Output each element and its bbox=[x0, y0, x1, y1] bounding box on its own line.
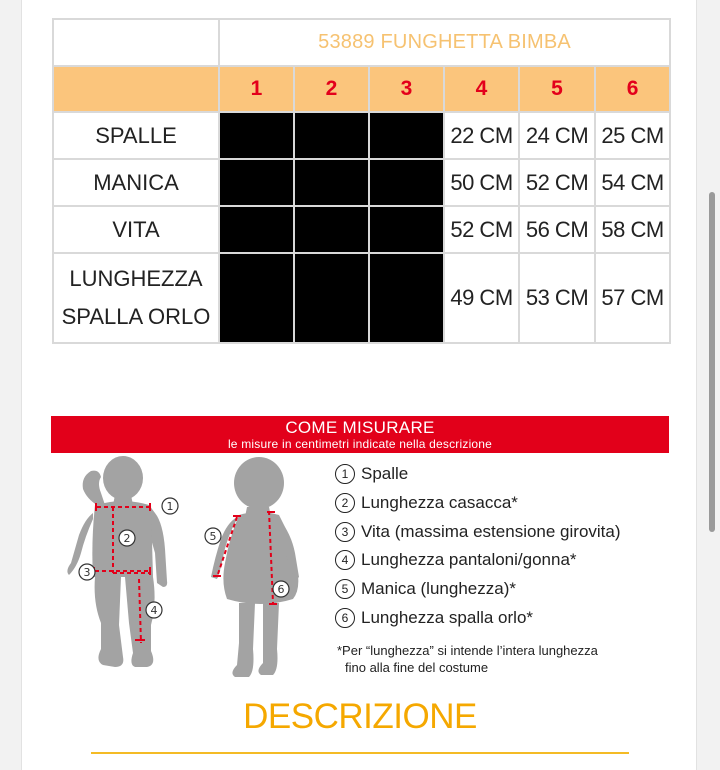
legend-number: 4 bbox=[335, 550, 355, 570]
table-row-lunghezza bbox=[53, 253, 670, 343]
size-value: 58 CM bbox=[595, 206, 670, 253]
figure-marker-3: 3 bbox=[83, 566, 91, 579]
legend-item bbox=[335, 517, 675, 546]
length-footnote bbox=[337, 642, 667, 676]
size-value: 52 CM bbox=[519, 159, 595, 206]
footnote-line2: fino alla fine del costume bbox=[345, 660, 489, 675]
size-value: 54 CM bbox=[595, 159, 670, 206]
legend-label: Manica (lunghezza)* bbox=[361, 579, 516, 599]
unavailable-cell bbox=[219, 206, 294, 253]
legend-label: Spalle bbox=[361, 464, 409, 484]
row-label: MANICA bbox=[53, 159, 219, 206]
legend-label: Vita (massima estensione girovita) bbox=[361, 521, 621, 541]
size-value: 25 CM bbox=[595, 112, 670, 159]
figure-marker-6: 6 bbox=[277, 583, 285, 596]
size-header-5: 5 bbox=[519, 66, 595, 112]
legend-number: 5 bbox=[335, 579, 355, 599]
figure-marker-4: 4 bbox=[150, 604, 158, 617]
unavailable-cell bbox=[219, 112, 294, 159]
size-value: 56 CM bbox=[519, 206, 595, 253]
size-value: 53 CM bbox=[519, 253, 595, 343]
size-value: 50 CM bbox=[444, 159, 519, 206]
description-heading: DESCRIZIONE bbox=[243, 697, 477, 736]
row-label-line1: LUNGHEZZA bbox=[69, 266, 203, 291]
legend-label: Lunghezza casacca* bbox=[361, 493, 518, 513]
unavailable-cell bbox=[219, 253, 294, 343]
unavailable-cell bbox=[294, 159, 369, 206]
legend-label: Lunghezza pantaloni/gonna* bbox=[361, 550, 577, 570]
boy-silhouette bbox=[67, 456, 167, 667]
size-header-row bbox=[53, 66, 670, 112]
figure-marker-2: 2 bbox=[123, 532, 131, 545]
size-header-4: 4 bbox=[444, 66, 519, 112]
unavailable-cell bbox=[369, 112, 444, 159]
measure-legend bbox=[335, 460, 675, 632]
size-value: 22 CM bbox=[444, 112, 519, 159]
figure-marker-5: 5 bbox=[209, 530, 217, 543]
row-label: VITA bbox=[53, 206, 219, 253]
measurement-figures bbox=[51, 453, 341, 698]
size-value: 49 CM bbox=[444, 253, 519, 343]
row-label-line2: SPALLA ORLO bbox=[61, 304, 211, 329]
description-divider bbox=[91, 752, 629, 754]
legend-number: 2 bbox=[335, 493, 355, 513]
figure-marker-1: 1 bbox=[166, 500, 174, 513]
table-row-manica bbox=[53, 159, 670, 206]
legend-item bbox=[335, 489, 675, 518]
unavailable-cell bbox=[369, 159, 444, 206]
size-value: 57 CM bbox=[595, 253, 670, 343]
how-to-measure-subheading: le misure in centimetri indicate nella descrizione bbox=[227, 437, 493, 451]
page-edge-left bbox=[0, 0, 22, 770]
row-label bbox=[53, 253, 219, 343]
how-to-measure-banner bbox=[51, 416, 669, 453]
legend-number: 1 bbox=[335, 464, 355, 484]
unavailable-cell bbox=[369, 253, 444, 343]
legend-number: 3 bbox=[335, 522, 355, 542]
how-to-measure-heading: COME MISURARE bbox=[285, 418, 435, 437]
unavailable-cell bbox=[219, 159, 294, 206]
size-header-6: 6 bbox=[595, 66, 670, 112]
legend-item bbox=[335, 460, 675, 489]
size-header-3: 3 bbox=[369, 66, 444, 112]
product-title: 53889 FUNGHETTA BIMBA bbox=[219, 19, 670, 66]
footnote-line1: *Per “lunghezza” si intende l’intera lunghezza bbox=[337, 643, 598, 658]
unavailable-cell bbox=[369, 206, 444, 253]
table-row-spalle bbox=[53, 112, 670, 159]
legend-item bbox=[335, 546, 675, 575]
table-corner-cell bbox=[53, 19, 219, 66]
legend-item bbox=[335, 603, 675, 632]
legend-item bbox=[335, 575, 675, 604]
table-row-vita bbox=[53, 206, 670, 253]
unavailable-cell bbox=[294, 112, 369, 159]
size-header-2: 2 bbox=[294, 66, 369, 112]
row-label: SPALLE bbox=[53, 112, 219, 159]
size-value: 52 CM bbox=[444, 206, 519, 253]
size-header-blank bbox=[53, 66, 219, 112]
size-chart-table bbox=[52, 18, 671, 344]
legend-label: Lunghezza spalla orlo* bbox=[361, 607, 534, 627]
size-value: 24 CM bbox=[519, 112, 595, 159]
legend-number: 6 bbox=[335, 608, 355, 628]
unavailable-cell bbox=[294, 253, 369, 343]
scrollbar-track[interactable] bbox=[696, 0, 720, 770]
girl-silhouette bbox=[211, 457, 299, 677]
size-header-1: 1 bbox=[219, 66, 294, 112]
scrollbar-thumb[interactable] bbox=[709, 192, 715, 532]
unavailable-cell bbox=[294, 206, 369, 253]
